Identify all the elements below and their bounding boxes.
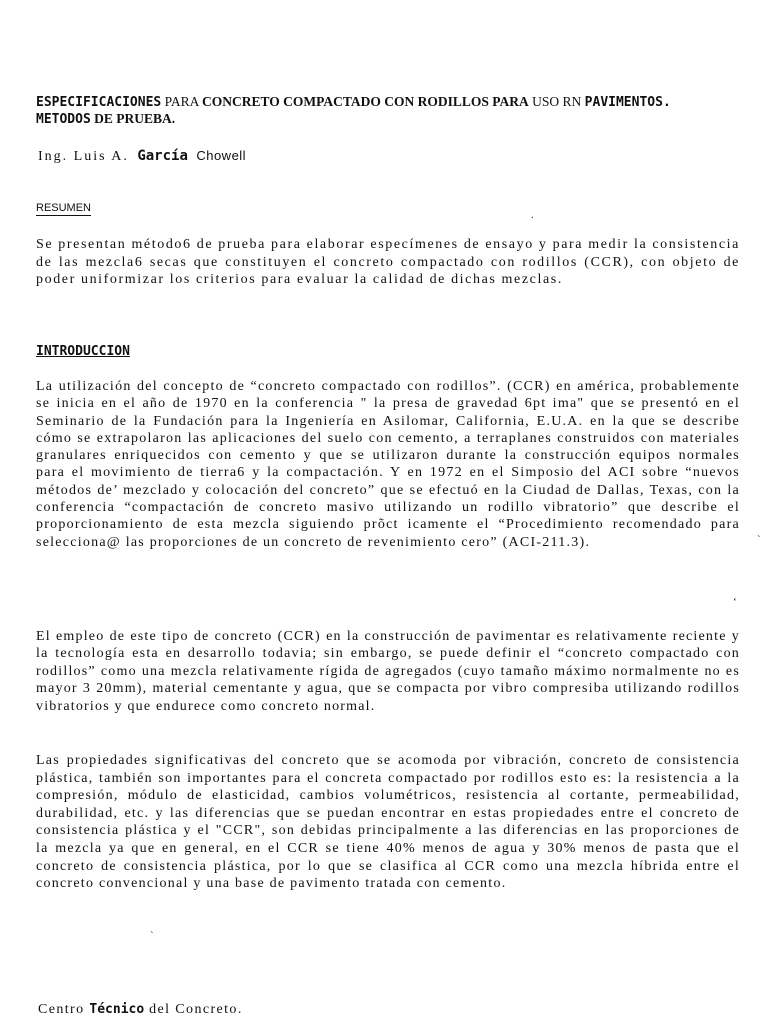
title-part: METODOS: [36, 112, 91, 127]
author-part: Ing. Luis A.: [38, 149, 129, 164]
intro-paragraph: La utilización del concepto de “concreto compactado con rodillos”. (CCR) en américa, probablemente se inicia en el año de 1970 en la conferencia " la presa de gravedad 6pt ima" que se presentó en el Seminario de la Fundación para la Ingeniería en Asilomar, California, E.U.A. en la que se describe cómo se extrapolaron las aplicaciones del suelo con cemento, a terraplanes construidos con materiales granulares enriquecidos con cemento y que se utilizaron durante la construcción equipos normales para el movimiento de tierra6 y la compactación. Y en 1972 en el Simposio del ACI sobre “nuevos métodos de’ mezclado y colocación del concreto” que se efectuó en la Ciudad de Dallas, Texas, con la conferencia “compactación de concreto masivo utilizando un rodillo vibratorio” que describe el proporcionamiento de esta mezcla siguiendo prõct icamente el “Procedimiento recomendado para selecciona@ las proporciones de un concreto de revenimiento cero” (ACI-211.3).: [36, 379, 740, 550]
resumen-heading: RESUMEN: [36, 202, 92, 214]
stray-mark: `: [757, 534, 761, 546]
author-part: Chowell: [196, 148, 247, 163]
propiedades-paragraph: Las propiedades significativas del concreto que se acomoda por vibración, concreto de consistencia plástica, también son importantes para el concreta compactado por rodillos esto es: la resistencia a la compresión, módulo de elasticidad, cambios volumétricos, resistencia al cortante, permeabilidad, durabilidad, etc. y las diferencias que se puedan encontrar en estas propiedades entre el concreto de consistencia plástica y el "CCR", son debidas principalmente a las diferencias en las proporciones de la mezcla ya que en general, en el CCR se tiene 40% menos de agua y 30% menos de pasta que el concreto de consistencia plástica, por lo que se clasifica al CCR como una mezcla híbrida entre el concreto convencional y una base de pavimento tratada con cemento.: [36, 753, 740, 892]
author-part: García: [128, 148, 197, 164]
document-title: [36, 94, 746, 128]
title-part: PAVIMENTOS.: [584, 95, 671, 110]
stray-dot: .: [531, 210, 534, 221]
title-part: DE PRUEBA.: [90, 111, 176, 126]
title-part: PARA: [161, 94, 203, 109]
footer-part: del Concreto.: [144, 1002, 243, 1017]
author-line: [38, 148, 246, 165]
intro-heading: INTRODUCCION: [36, 344, 130, 359]
title-part: ESPECIFICACIONES: [36, 95, 162, 110]
resumen-paragraph: Se presentan método6 de prueba para elaborar especímenes de ensayo y para medir la consistencia de las mezcla6 secas que constituyen el concreto compactado con rodillos (CCR), con objeto de poder uniformizar los criterios para evaluar la calidad de dichas mezclas.: [36, 237, 740, 287]
empleo-paragraph: El empleo de este tipo de concreto (CCR) en la construcción de pavimentar es relativamente reciente y la tecnología esta en desarrollo todavia; sin embargo, se puede definir el “concreto compactado con rodillos” como una mezcla relativamente rígida de agregados (cuyo tamaño máximo normalmente no es mayor 3 20mm), material cementante y agua, que se compacta por vibro compresiba utilizando rodillos vibratorios y que endurece como concreto normal.: [36, 629, 740, 714]
title-part: CONCRETO COMPACTADO CON RODILLOS PARA: [202, 94, 529, 109]
footer-line: [38, 1002, 243, 1018]
stray-mark: ‘: [733, 596, 737, 608]
stray-mark: `: [150, 930, 154, 942]
title-part: USO RN: [528, 94, 585, 109]
footer-part: Centro: [38, 1002, 90, 1017]
footer-part: Técnico: [89, 1002, 145, 1017]
